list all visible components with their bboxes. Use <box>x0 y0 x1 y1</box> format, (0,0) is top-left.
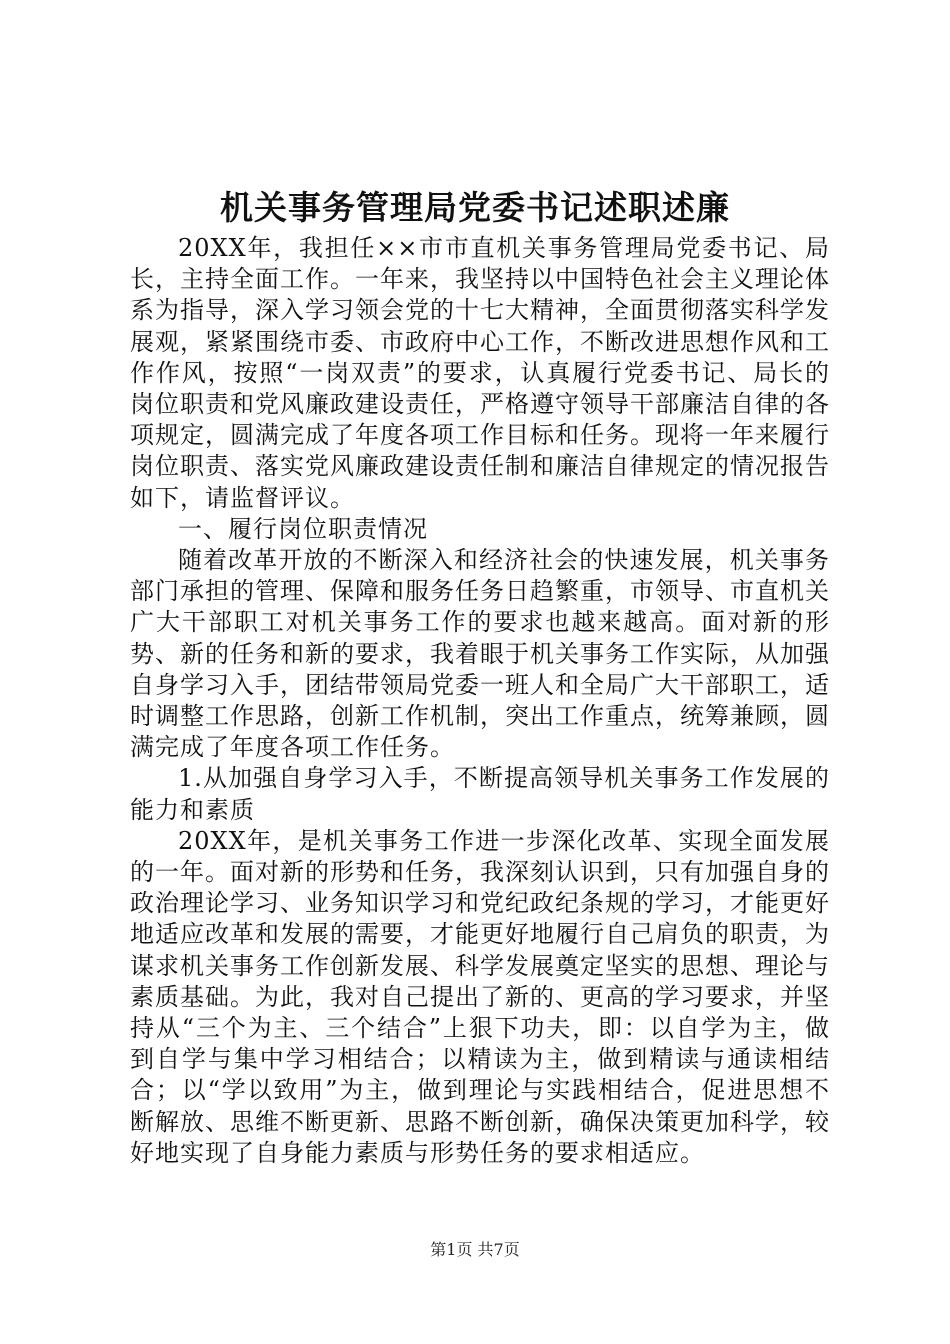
document-body <box>130 233 830 1169</box>
paragraph-section-1: 随着改革开放的不断深入和经济社会的快速发展，机关事务部门承担的管理、保障和服务任务日趋繁重，市领导、市直机关广大干部职工对机关事务工作的要求也越来越高。面对新的形势、新的任务和新的要求，我着眼于机关事务工作实际，从加强自身学习入手，团结带领局党委一班人和全局广大干部职工，适时调整工作思路，创新工作机制，突出工作重点，统筹兼顾，圆满完成了年度各项工作任务。 <box>130 546 830 762</box>
page-number-footer: 第1页 共7页 <box>430 1240 520 1259</box>
paragraph-intro: 20XX年，我担任××市市直机关事务管理局党委书记、局长，主持全面工作。一年来，我坚持以中国特色社会主义理论体系为指导，深入学习领会党的十七大精神，全面贯彻落实科学发展观，紧紧围绕市委、市政府中心工作，不断改进思想作风和工作作风，按照“一岗双责”的要求，认真履行党委书记、局长的岗位职责和党风廉政建设责任，严格遵守领导干部廉洁自律的各项规定，圆满完成了年度各项工作目标和任务。现将一年来履行岗位职责、落实党风廉政建设责任制和廉洁自律规定的情况报告如下，请监督评议。 <box>130 234 830 512</box>
section-heading-1: 一、履行岗位职责情况 <box>178 514 428 543</box>
subsection-heading-1: 1.从加强自身学习入手，不断提高领导机关事务工作发展的能力和素质 <box>130 764 830 824</box>
paragraph-subsection-1: 20XX年，是机关事务工作进一步深化改革、实现全面发展的一年。面对新的形势和任务，我深刻认识到，只有加强自身的政治理论学习、业务知识学习和党纪政纪条规的学习，才能更好地适应改革和发展的需要，才能更好地履行自己肩负的职责，为谋求机关事务工作创新发展、科学发展奠定坚实的思想、理论与素质基础。为此，我对自己提出了新的、更高的学习要求，并坚持从“三个为主、三个结合”上狠下功夫，即：以自学为主，做到自学与集中学习相结合；以精读为主，做到精读与通读相结合；以“学以致用”为主，做到理论与实践相结合，促进思想不断解放、思维不断更新、思路不断创新，确保决策更加科学，较好地实现了自身能力素质与形势任务的要求相适应。 <box>130 826 830 1167</box>
document-title: 机关事务管理局党委书记述职述廉 <box>220 188 730 227</box>
